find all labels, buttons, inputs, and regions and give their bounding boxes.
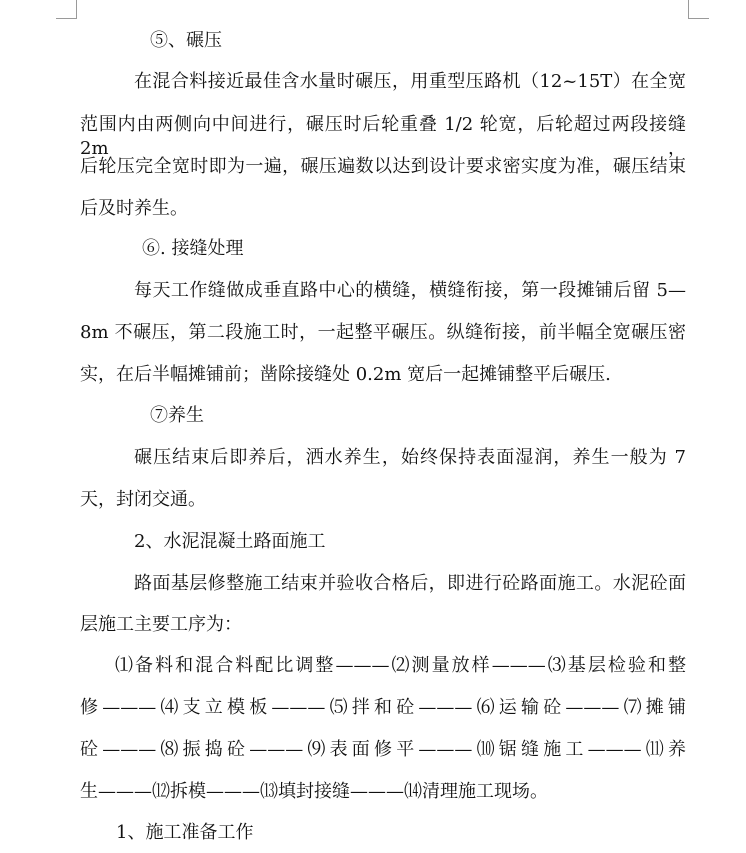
heading-curing: ⑦养生 — [150, 405, 204, 426]
process-line: 砼———⑻振捣砼———⑼表面修平———⑽锯缝施工———⑾养 — [80, 739, 686, 760]
paragraph-line: 后及时养生。 — [80, 198, 188, 219]
paragraph-line: 路面基层修整施工结束并验收合格后，即进行砼路面施工。水泥砼面 — [134, 573, 686, 594]
paragraph-line: 在混合料接近最佳含水量时碾压，用重型压路机（12~15T）在全宽 — [134, 71, 686, 92]
paragraph-line: 范围内由两侧向中间进行，碾压时后轮重叠 1/2 轮宽，后轮超过两段接缝 2m， — [80, 114, 686, 159]
heading-rolling: ⑤、碾压 — [150, 30, 222, 51]
paragraph-line: 8m 不碾压，第二段施工时，一起整平碾压。纵缝衔接，前半幅全宽碾压密 — [80, 322, 686, 343]
heading-preparation: 1、施工准备工作 — [116, 822, 254, 843]
paragraph-line: 层施工主要工序为： — [80, 614, 242, 635]
paragraph-line: 每天工作缝做成垂直路中心的横缝，横缝衔接，第一段摊铺后留 5— — [134, 280, 686, 301]
paragraph-line: 实，在后半幅摊铺前；凿除接缝处 0.2m 宽后一起摊铺整平后碾压. — [80, 364, 611, 385]
paragraph-line: 碾压结束后即养后，洒水养生，始终保持表面湿润，养生一般为 7 — [134, 447, 686, 468]
heading-cement-pavement: 2、水泥混凝土路面施工 — [134, 531, 326, 552]
process-line: ⑴备料和混合料配比调整———⑵测量放样———⑶基层检验和整 — [115, 655, 686, 676]
paragraph-line: 后轮压完全宽时即为一遍，碾压遍数以达到设计要求密实度为准，碾压结束 — [80, 156, 686, 177]
process-line: 修———⑷支立模板———⑸拌和砼———⑹运输砼———⑺摊铺 — [80, 697, 686, 718]
paragraph-line: 天，封闭交通。 — [80, 489, 206, 510]
process-line: 生———⑿拆模———⒀填封接缝———⒁清理施工现场。 — [80, 781, 548, 802]
heading-joint-treatment: ⑥. 接缝处理 — [142, 238, 244, 259]
